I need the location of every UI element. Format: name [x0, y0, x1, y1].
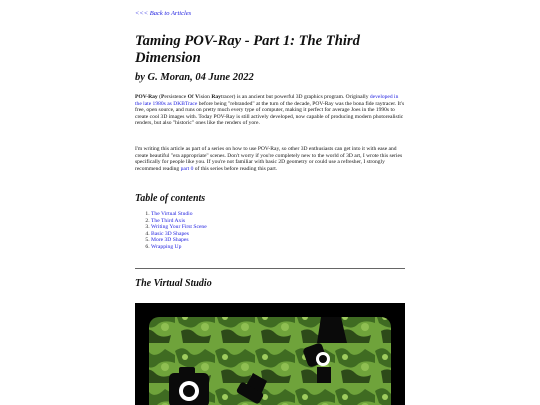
intro-paragraph: [135, 94, 405, 127]
virtual-studio-illustration: [135, 303, 405, 405]
toc-heading: Table of contents: [135, 193, 206, 204]
section-divider: [135, 268, 405, 269]
paren-open: (: [157, 94, 161, 100]
toc-link-first-scene[interactable]: Writing Your First Scene: [151, 224, 207, 230]
toc-link-virtual-studio[interactable]: The Virtual Studio: [151, 211, 193, 217]
toc-link-wrapping-up[interactable]: Wrapping Up: [151, 243, 182, 250]
dkbtrace-link[interactable]: developed in the late 1980s as DKBTrace: [135, 94, 399, 107]
acronym-p: P: [160, 94, 165, 100]
word-vision: ision: [199, 94, 212, 100]
pov-ray-name: POV-Ray: [135, 94, 158, 100]
byline: by G. Moran, 04 June 2022: [135, 72, 254, 83]
toc-link-third-axis[interactable]: The Third Axis: [151, 217, 186, 224]
part-0-link[interactable]: part 0: [180, 165, 194, 172]
section-heading-virtual-studio: The Virtual Studio: [135, 278, 212, 289]
word-persistence: ersistence: [164, 94, 188, 100]
intro-text-2: before being "rebranded" at the turn of the decade, POV-Ray was the bona fide raytracer. It's free, open source, and runs on pretty much every type of computer, making it perfect for average Joes in the 1990s to create cool 3D images with. Today POV-Ray is still actively developed, now capable of producing modern photorealistic renders, but also "historic" ones like the renders of yore.: [135, 100, 405, 127]
series-text-end: of this series before reading this part.: [193, 165, 278, 172]
acronym-v: V: [195, 94, 200, 100]
table-of-contents: [135, 211, 421, 250]
toc-link-more-shapes[interactable]: More 3D Shapes: [151, 237, 189, 243]
toc-item: [151, 244, 421, 251]
studio-scene-svg: [135, 303, 405, 405]
article-title: Taming POV-Ray - Part 1: The Third Dimension: [135, 33, 360, 66]
word-of: f: [191, 94, 196, 100]
acronym-o: O: [187, 94, 192, 100]
series-text: I'm writing this article as part of a series on how to use POV-Ray, so other 3D enthusiasts can get into it with ease and create beautiful "era appropriate" scenes. Don't worry if you're completely new to the world of 3D art, I wrote this series specifically for people like you. If you're not familiar with basic 2D geometry or could use a refresher, I strongly recommend reading: [135, 146, 403, 172]
back-to-articles-link[interactable]: <<< Back to Articles: [135, 10, 192, 17]
toc-link-basic-shapes[interactable]: Basic 3D Shapes: [151, 230, 189, 237]
series-paragraph: [135, 146, 405, 172]
intro-text-1: tracer) is an ancient but powerful 3D graphics program. Originally: [220, 94, 370, 100]
acronym-ray: Ray: [211, 94, 221, 100]
